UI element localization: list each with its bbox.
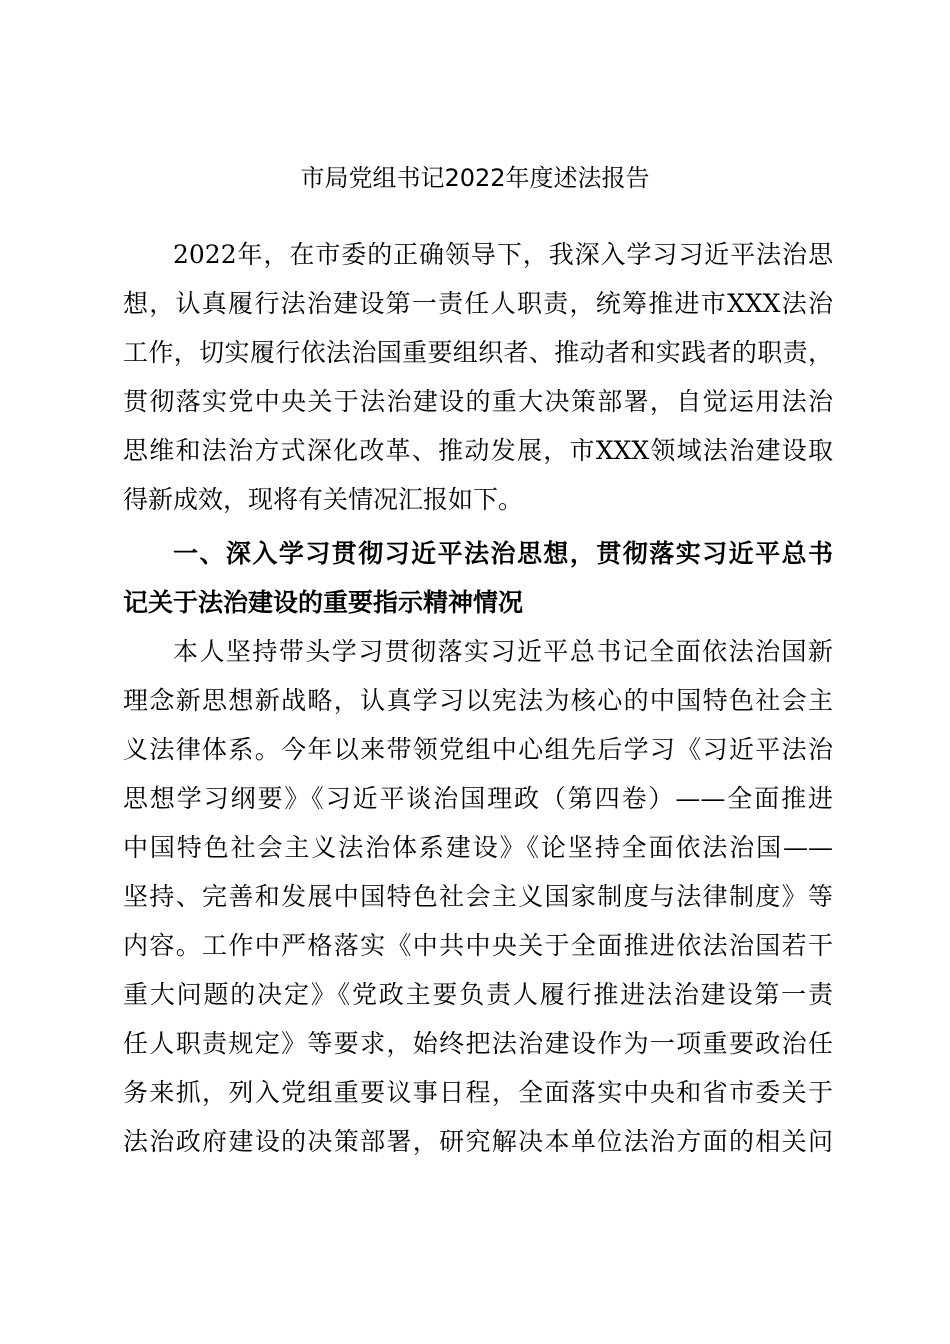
- intro-line: 想，认真履行法治建设第一责任人职责，统筹推进市XXX法治: [123, 289, 833, 318]
- body-line: 务来抓，列入党组重要议事日程，全面落实中央和省市委关于: [123, 1078, 833, 1107]
- intro-line: 工作，切实履行依法治国重要组织者、推动者和实践者的职责，: [123, 338, 833, 367]
- intro-line: 得新成效，现将有关情况汇报如下。: [123, 485, 524, 514]
- document-title: 市局党组书记2022年度述法报告: [300, 164, 650, 192]
- section-heading-line: 记关于法治建设的重要指示精神情况: [123, 588, 524, 617]
- body-line: 义法律体系。今年以来带领党组中心组先后学习《习近平法治: [123, 735, 833, 764]
- body-line: 思想学习纲要》《习近平谈治国理政（第四卷）——全面推进: [123, 784, 833, 813]
- body-line: 法治政府建设的决策部署，研究解决本单位法治方面的相关问: [123, 1127, 833, 1156]
- body-line: 任人职责规定》等要求，始终把法治建设作为一项重要政治任: [123, 1029, 833, 1058]
- intro-line: 思维和法治方式深化改革、推动发展，市XXX领域法治建设取: [123, 436, 833, 465]
- intro-line: 2022年，在市委的正确领导下，我深入学习习近平法治思: [173, 240, 833, 269]
- body-line: 本人坚持带头学习贯彻落实习近平总书记全面依法治国新: [173, 637, 833, 666]
- body-line: 内容。工作中严格落实《中共中央关于全面推进依法治国若干: [123, 931, 833, 960]
- body-line: 理念新思想新战略，认真学习以宪法为核心的中国特色社会主: [123, 686, 833, 715]
- section-heading-line: 一、深入学习贯彻习近平法治思想，贯彻落实习近平总书: [173, 539, 833, 568]
- body-line: 坚持、完善和发展中国特色社会主义国家制度与法律制度》等: [123, 882, 833, 911]
- intro-line: 贯彻落实党中央关于法治建设的重大决策部署，自觉运用法治: [123, 387, 833, 416]
- body-line: 重大问题的决定》《党政主要负责人履行推进法治建设第一责: [123, 980, 833, 1009]
- body-line: 中国特色社会主义法治体系建设》《论坚持全面依法治国——: [123, 833, 833, 862]
